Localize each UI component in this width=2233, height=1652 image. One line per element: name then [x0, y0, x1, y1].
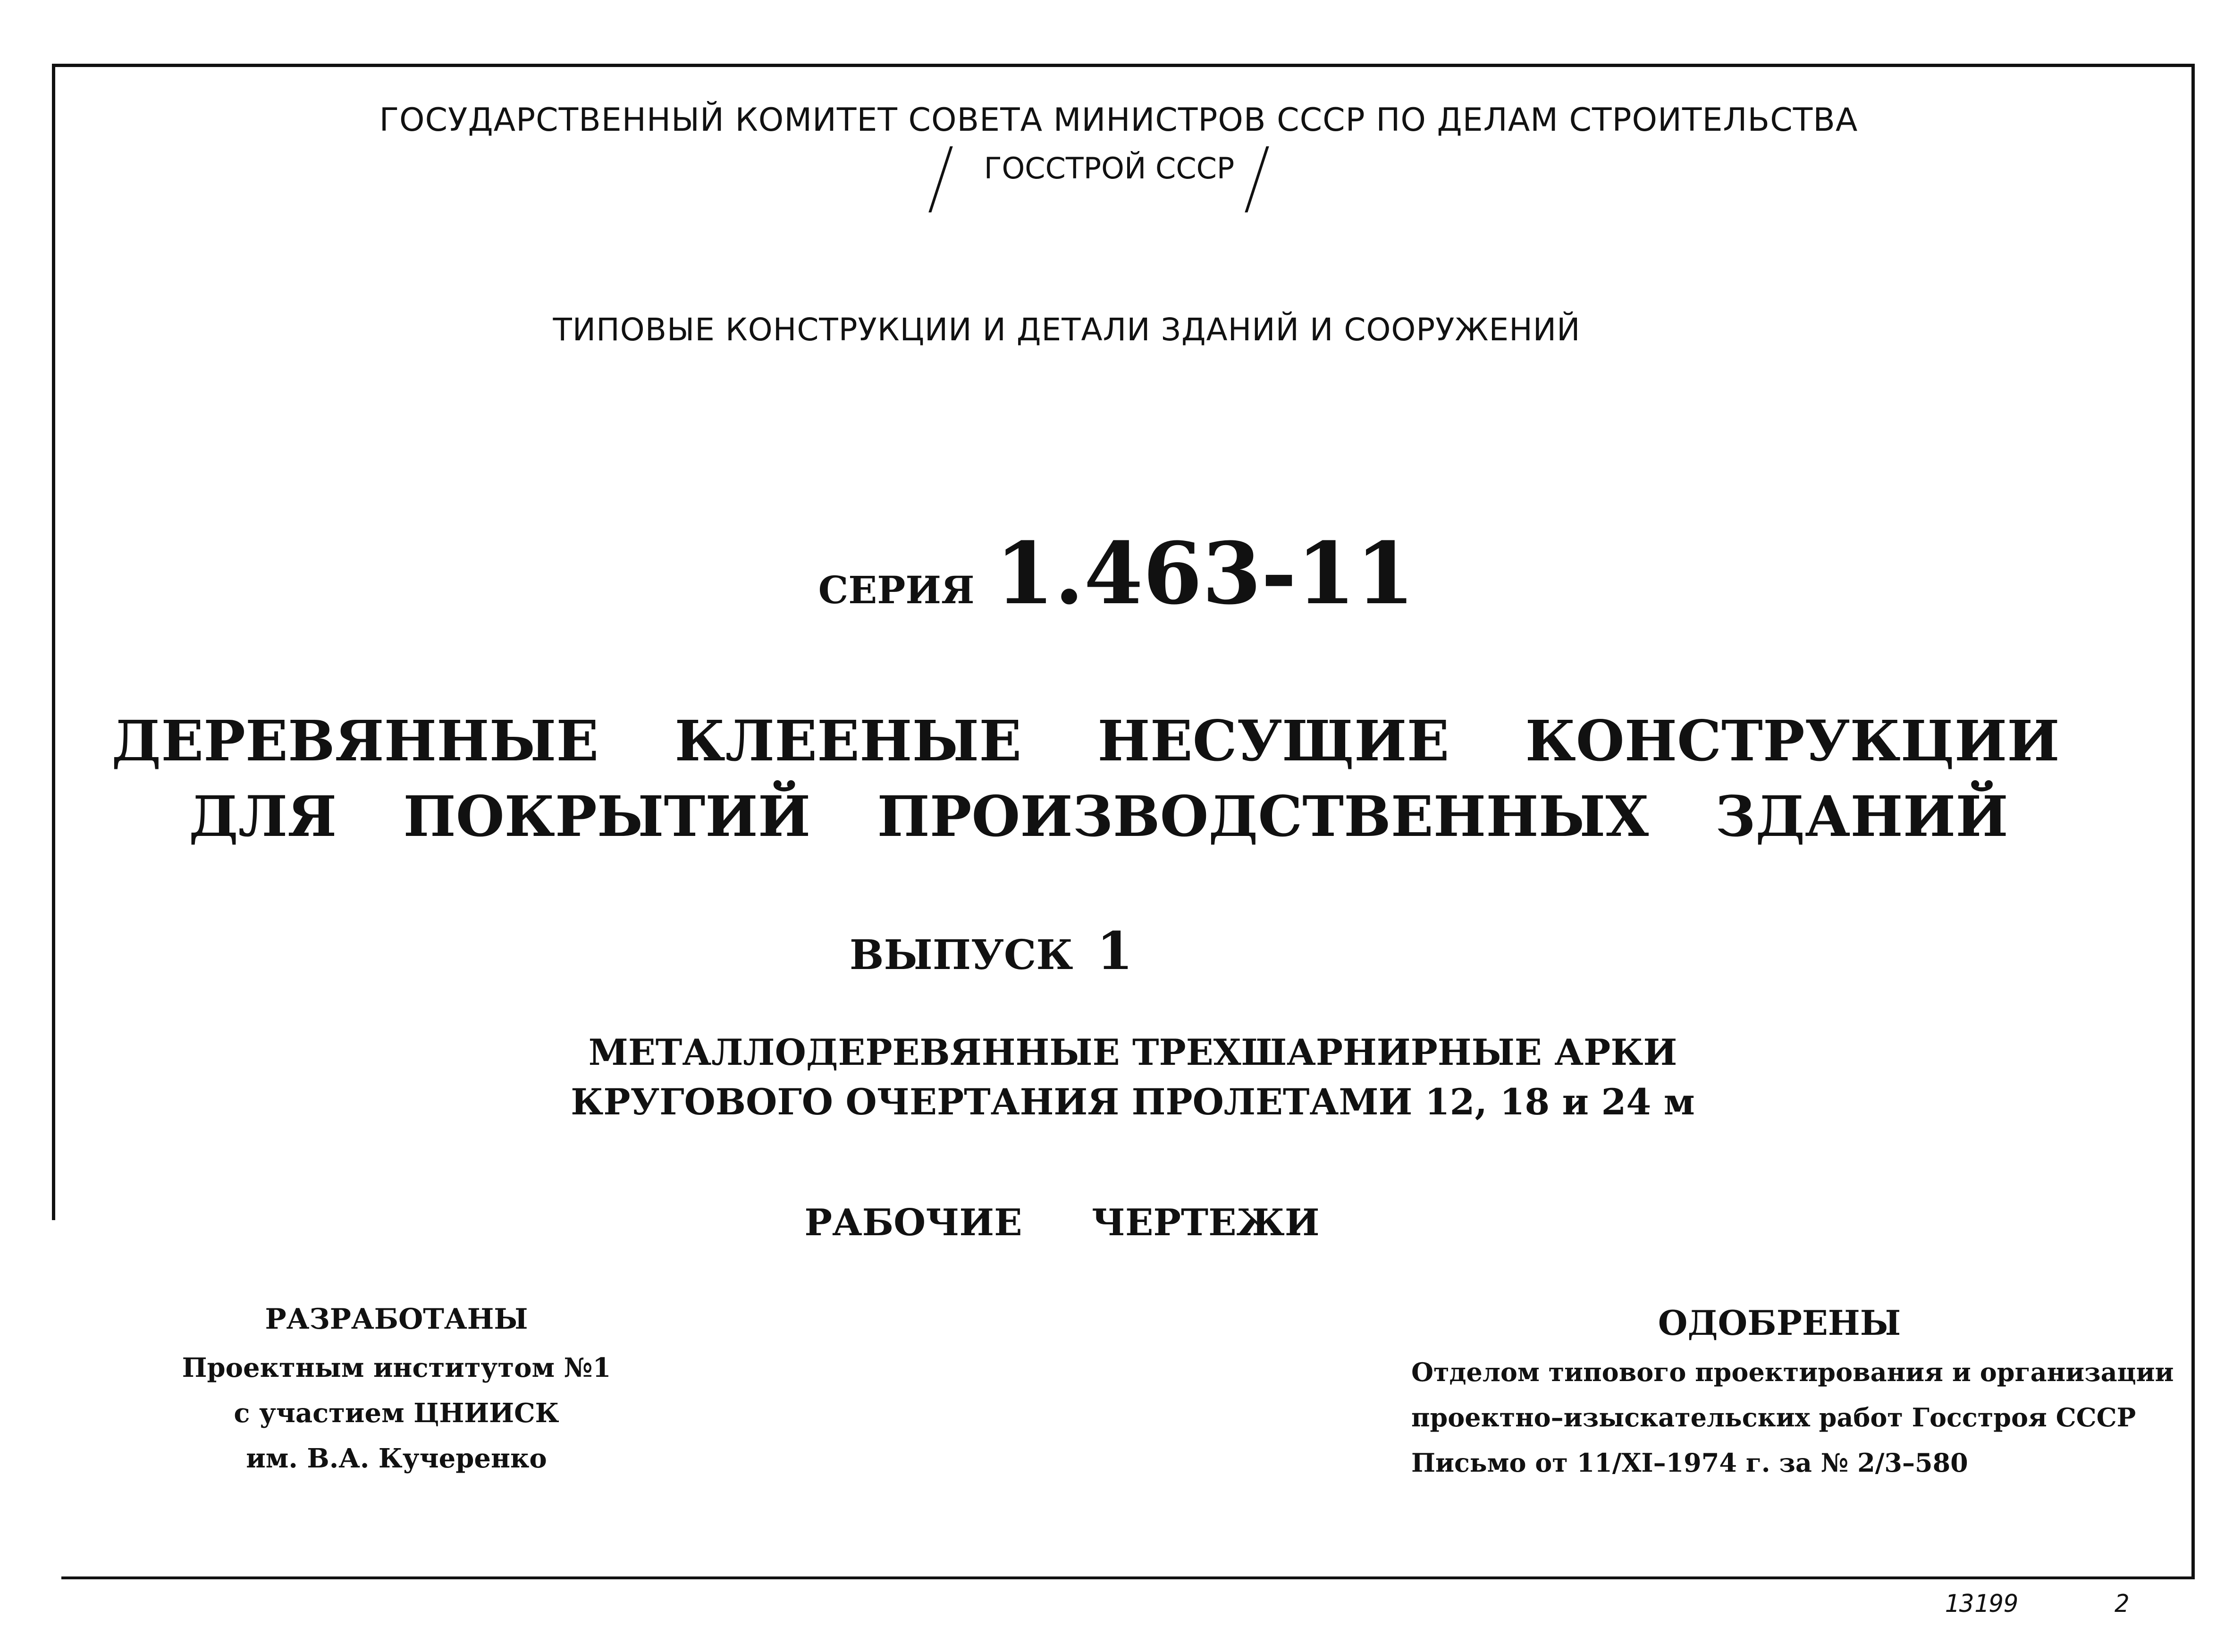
issue-label: ВЫПУСК [849, 931, 1073, 979]
developed-block [160, 1303, 632, 1481]
frame-right-border [2191, 64, 2195, 1579]
frame-bottom-border [61, 1576, 2195, 1579]
developed-line: с участием ЦНИИСК [234, 1398, 559, 1429]
subtitle-line-2: КРУГОВОГО ОЧЕРТАНИЯ ПРОЛЕТАМИ 12, 18 и 24 м [571, 1081, 1695, 1123]
catalog-heading: ТИПОВЫЕ КОНСТРУКЦИИ И ДЕТАЛИ ЗДАНИЙ И СООРУЖЕНИЙ [553, 312, 1581, 348]
approved-block [1411, 1303, 2174, 1485]
issue-number: 1 [1096, 920, 1133, 981]
approved-line: проектно–изыскательских работ Госстроя СССР [1411, 1402, 2136, 1433]
document-type: РАБОЧИЕ ЧЕРТЕЖИ [804, 1201, 1320, 1244]
gosstroy-heading: ГОССТРОЙ СССР [984, 151, 1235, 185]
subtitle-line-1: МЕТАЛЛОДЕРЕВЯННЫЕ ТРЕХШАРНИРНЫЕ АРКИ [588, 1031, 1677, 1073]
title-line-1: ДЕРЕВЯННЫЕ КЛЕЕНЫЕ НЕСУЩИЕ КОНСТРУКЦИИ [111, 708, 2060, 774]
approved-heading: ОДОБРЕНЫ [1658, 1303, 1901, 1343]
developed-line: Проектным институтом №1 [182, 1352, 611, 1383]
ministry-heading: ГОСУДАРСТВЕННЫЙ КОМИТЕТ СОВЕТА МИНИСТРОВ СССР ПО ДЕЛАМ СТРОИТЕЛЬСТВА [379, 101, 1858, 139]
page-number: 2 [2115, 1590, 2130, 1618]
document-number: 13199 [1945, 1590, 2019, 1618]
approved-line: Письмо от 11/XI–1974 г. за № 2/3–580 [1411, 1448, 1968, 1478]
frame-top-border [52, 64, 2195, 67]
series-number: 1.463-11 [995, 524, 1415, 624]
developed-heading: РАЗРАБОТАНЫ [265, 1303, 528, 1336]
series-row [0, 524, 2233, 624]
issue-row [755, 920, 1227, 981]
title-line-2: ДЛЯ ПОКРЫТИЙ ПРОИЗВОДСТВЕННЫХ ЗДАНИЙ [189, 784, 2008, 849]
developed-line: им. В.А. Кучеренко [246, 1443, 547, 1474]
frame-left-border [52, 64, 55, 1220]
series-label: СЕРИЯ [818, 568, 975, 612]
approved-line: Отделом типового проектирования и организации [1411, 1357, 2174, 1387]
